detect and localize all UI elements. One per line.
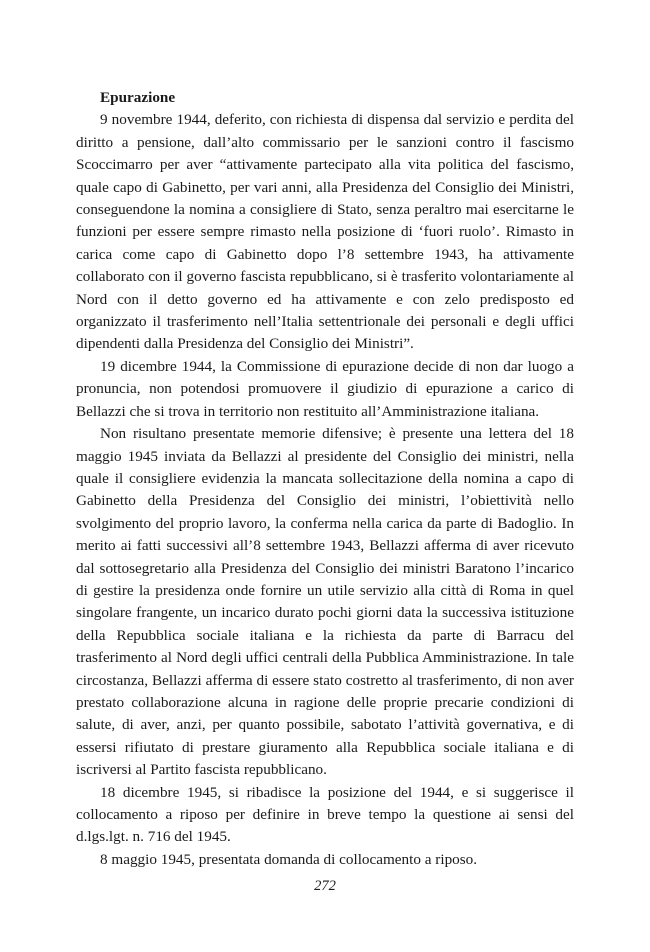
paragraph-retirement-suggestion: 18 dicembre 1945, si ribadisce la posizione del 1944, e si suggerisce il collocamento a riposo per definire in breve tempo la questione ai sensi del d.lgs.lgt. n. 716 del 1945.	[76, 783, 574, 846]
paragraph-defense-letter: Non risultano presentate memorie difensive; è presente una lettera del 18 maggio 1945 inviata da Bellazzi al presidente del Consiglio dei ministri, nella quale il consigliere evidenzia la mancata sollecitazione della nomina a capo di Gabinetto della Presidenza del Consiglio dei ministri, l’obiettività nello svolgimento del proprio lavoro, la conferma nella carica da parte di Badoglio. In merito ai fatti successivi all’8 settembre 1943, Bellazzi afferma di aver ricevuto dal sottosegretario alla Presidenza del Consiglio dei ministri Baratono l’incarico di gestire la presidenza onde fornire un utile servizio alla città di Roma in quel singolare frangente, un incarico durato pochi giorni data la successiva istituzione della Repubblica sociale italiana e la richiesta da parte di Barracu del trasferimento al Nord degli uffici centrali della Pubblica Amministrazione. In tale circostanza, Bellazzi afferma di essere stato costretto al trasferimento, di non aver prestato collaborazione alcuna in ragione delle proprie precarie condizioni di salute, di aver, anzi, per quanto possibile, sabotato l’attività governativa, e di essersi rifiutato di prestare giuramento alla Repubblica sociale italiana e di iscriversi al Partito fascista repubblicano.	[76, 425, 574, 779]
section-heading: Epurazione	[100, 89, 176, 106]
paragraph-commission-decision: 19 dicembre 1944, la Commissione di epurazione decide di non dar luogo a pronuncia, non potendosi promuovere il giudizio di epurazione a carico di Bellazzi che si trova in territorio non restituito all’Amministrazione italiana.	[76, 357, 574, 420]
paragraph-deferral: 9 novembre 1944, deferito, con richiesta di dispensa dal servizio e perdita del diritto a pensione, dall’alto commissario per le sanzioni contro il fascismo Scoccimarro per aver “attivamente partecipato alla vita politica del fascismo, quale capo di Gabinetto, per vari anni, alla Presidenza del Consiglio dei Ministri, conseguendone la nomina a consigliere di Stato, senza peraltro mai esercitarne le funzioni per essere sempre rimasto nella posizione di ‘fuori ruolo’. Rimasto in carica come capo di Gabinetto dopo l’8 settembre 1943, ha attivamente collaborato con il governo fascista repubblicano, si è trasferito volontariamente al Nord con il detto governo ed ha attivamente e con zelo predisposto ed organizzato il trasferimento nell’Italia settentrionale dei personali e degli uffici dipendenti dalla Presidenza del Consiglio dei Ministri”.	[76, 111, 574, 353]
page-number: 272	[314, 878, 336, 894]
paragraph-retirement-request: 8 maggio 1945, presentata domanda di collocamento a riposo.	[100, 850, 478, 868]
body-text	[76, 87, 574, 871]
